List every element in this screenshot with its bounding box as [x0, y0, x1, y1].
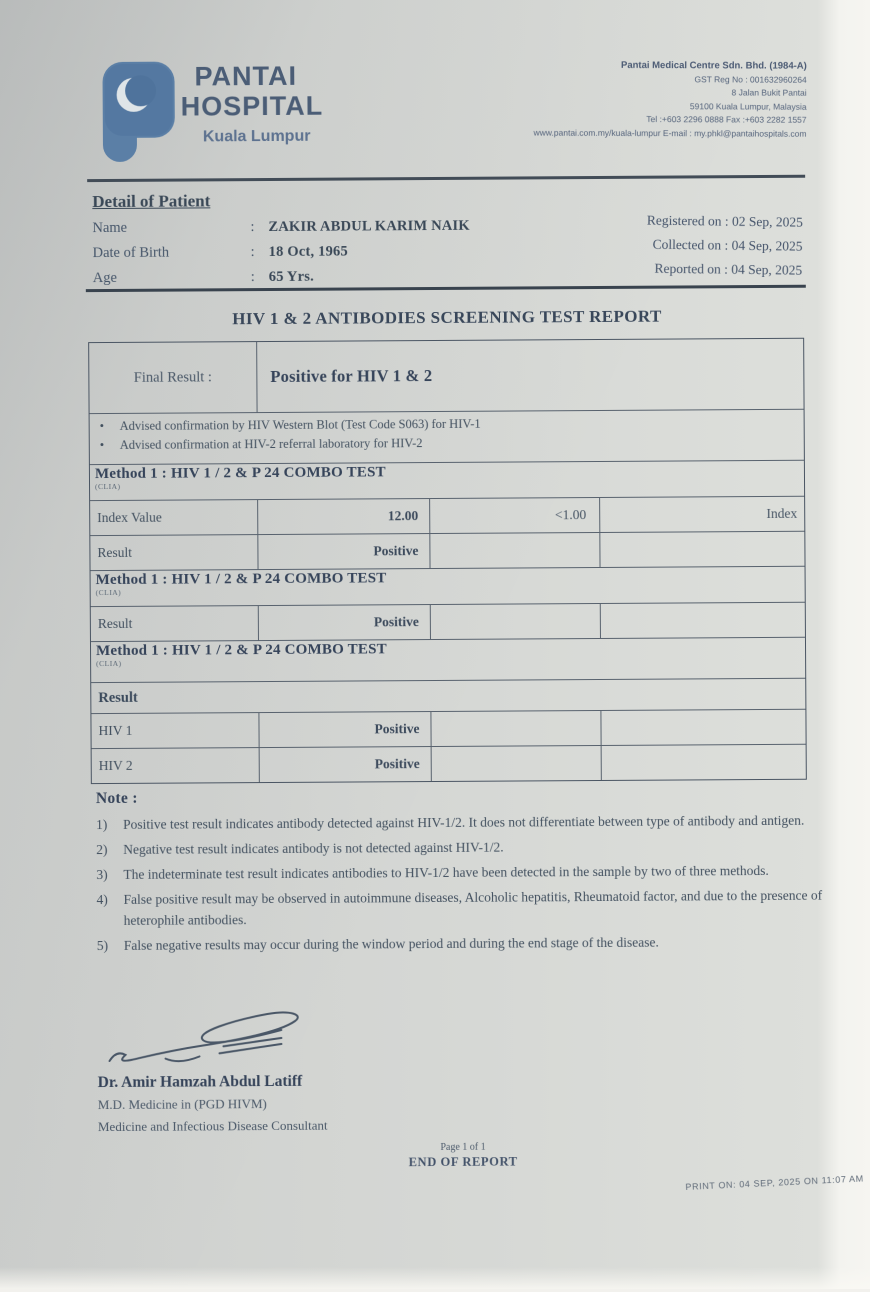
doctor-name: Dr. Amir Hamzah Abdul Latiff	[97, 1072, 303, 1092]
note-text: False positive result may be observed in autoimmune diseases, Alcoholic hepatitis, Rheumatoid factor, and due to the presence of heterophile antibodies.	[123, 887, 823, 928]
address-line: GST Reg No : 001632960264	[694, 73, 807, 85]
result-label: Result	[90, 535, 258, 570]
note-text: Negative test result indicates antibody is not detected against HIV-1/2.	[123, 839, 504, 857]
result-label: Result	[91, 606, 259, 641]
result-section-header: Result	[91, 678, 805, 713]
reported-on: Reported on : 04 Sep, 2025	[654, 260, 803, 278]
final-result-row	[89, 339, 803, 413]
note-text: Positive test result indicates antibody detected against HIV-1/2. It does not differentiate between type of antibody and antigen.	[123, 812, 805, 832]
field-value: 65 Yrs.	[268, 268, 314, 286]
advisory-text: Advised confirmation at HIV-2 referral laboratory for HIV-2	[119, 436, 423, 452]
field-colon: :	[250, 244, 255, 261]
note-item	[96, 859, 860, 885]
hiv2-label: HIV 2	[92, 748, 260, 783]
hiv1-label: HIV 1	[91, 713, 259, 748]
field-colon: :	[250, 219, 255, 236]
results-table	[88, 338, 807, 784]
advisory-text: Advised confirmation by HIV Western Blot (Test Code S063) for HIV-1	[119, 416, 481, 433]
index-value: 12.00	[258, 499, 430, 534]
header-divider	[87, 175, 805, 182]
note-number: 3)	[96, 867, 108, 883]
field-value: 18 Oct, 1965	[268, 243, 348, 261]
brand-line1: PANTAI	[194, 60, 298, 92]
hospital-brand	[180, 60, 324, 146]
note-number: 5)	[96, 938, 109, 954]
note-text: False negative results may occur during the window period and during the end stage of the disease.	[123, 934, 659, 953]
patient-section-title: Detail of Patient	[92, 191, 211, 212]
field-label: Name	[92, 219, 128, 237]
method2-result-row	[91, 602, 805, 641]
method-subtitle: (CLIA)	[95, 481, 121, 492]
hospital-address-block	[426, 58, 806, 141]
collected-on: Collected on : 04 Sep, 2025	[652, 236, 803, 254]
address-line: Pantai Medical Centre Sdn. Bhd. (1984-A)	[620, 59, 807, 72]
result-value: Positive	[259, 605, 431, 640]
method-subtitle: (CLIA)	[96, 658, 122, 669]
report-title: HIV 1 & 2 ANTIBODIES SCREENING TEST REPORT	[232, 306, 662, 329]
bullet-icon: •	[99, 419, 105, 434]
note-text: The indeterminate test result indicates antibodies to HIV-1/2 have been detected in the sample by two of three methods.	[123, 862, 769, 882]
page-number: Page 1 of 1	[440, 1141, 486, 1153]
hiv2-result-row	[92, 744, 806, 783]
registration-dates	[502, 207, 803, 283]
doctor-qualification: M.D. Medicine in (PGD HIVM)	[97, 1096, 267, 1113]
patient-field-dob	[93, 238, 533, 266]
print-timestamp: PRINT ON: 04 SEP, 2025 ON 11:07 AM	[684, 1173, 864, 1192]
field-colon: :	[250, 269, 255, 286]
method-header: Method 1 : HIV 1 / 2 & P 24 COMBO TEST	[95, 641, 387, 660]
address-line: Tel :+603 2296 0888 Fax :+603 2282 1557	[646, 114, 807, 125]
bullet-icon: •	[99, 438, 105, 453]
address-line: 59100 Kuala Lumpur, Malaysia	[689, 100, 807, 112]
note-number: 4)	[96, 892, 108, 908]
doctor-designation: Medicine and Infectious Disease Consultant	[97, 1117, 328, 1135]
index-value-row	[90, 496, 804, 535]
brand-city: Kuala Lumpur	[202, 127, 311, 146]
index-unit: Index	[766, 505, 798, 521]
signatory-block	[98, 1071, 328, 1138]
end-of-report: END OF REPORT	[408, 1154, 518, 1170]
hiv1-result: Positive	[259, 712, 431, 747]
method3-header-row	[91, 637, 805, 682]
advisory-item	[98, 432, 798, 455]
brand-line2: HOSPITAL	[180, 90, 324, 122]
field-label: Date of Birth	[92, 244, 170, 262]
note-number: 1)	[96, 817, 108, 833]
field-label: Age	[92, 269, 117, 287]
method1-header-row	[90, 460, 804, 500]
method2-header-row	[91, 566, 805, 606]
note-item	[97, 930, 861, 956]
method-header: Method 1 : HIV 1 / 2 & P 24 COMBO TEST	[94, 464, 386, 483]
note-item	[96, 834, 860, 860]
hiv1-result-row	[91, 709, 805, 748]
pantai-hospital-logo-icon	[100, 60, 177, 164]
patient-fields	[92, 213, 532, 291]
final-result-label: Final Result :	[89, 342, 257, 413]
notes-heading: Note :	[95, 789, 138, 808]
field-value: ZAKIR ABDUL KARIM NAIK	[268, 217, 470, 236]
registered-on: Registered on : 02 Sep, 2025	[646, 212, 803, 230]
method-header: Method 1 : HIV 1 / 2 & P 24 COMBO TEST	[95, 570, 387, 589]
result-value: Positive	[258, 534, 430, 569]
final-result-value: Positive for HIV 1 & 2	[270, 366, 433, 387]
address-line: www.pantai.com.my/kuala-lumpur E-mail : my.phkl@pantaihospitals.com	[533, 127, 807, 139]
patient-field-name	[92, 213, 532, 241]
address-line: 8 Jalan Bukit Pantai	[731, 87, 807, 98]
method1-result-row	[90, 531, 804, 570]
index-label: Index Value	[90, 500, 258, 535]
advisory-row	[90, 409, 804, 464]
note-item	[96, 809, 860, 835]
note-number: 2)	[96, 842, 108, 858]
method-subtitle: (CLIA)	[95, 587, 122, 598]
doctor-signature	[105, 1006, 315, 1069]
hiv2-result: Positive	[260, 747, 432, 782]
index-reference: <1.00	[430, 498, 600, 533]
note-item	[96, 884, 860, 931]
notes-list	[96, 809, 861, 960]
